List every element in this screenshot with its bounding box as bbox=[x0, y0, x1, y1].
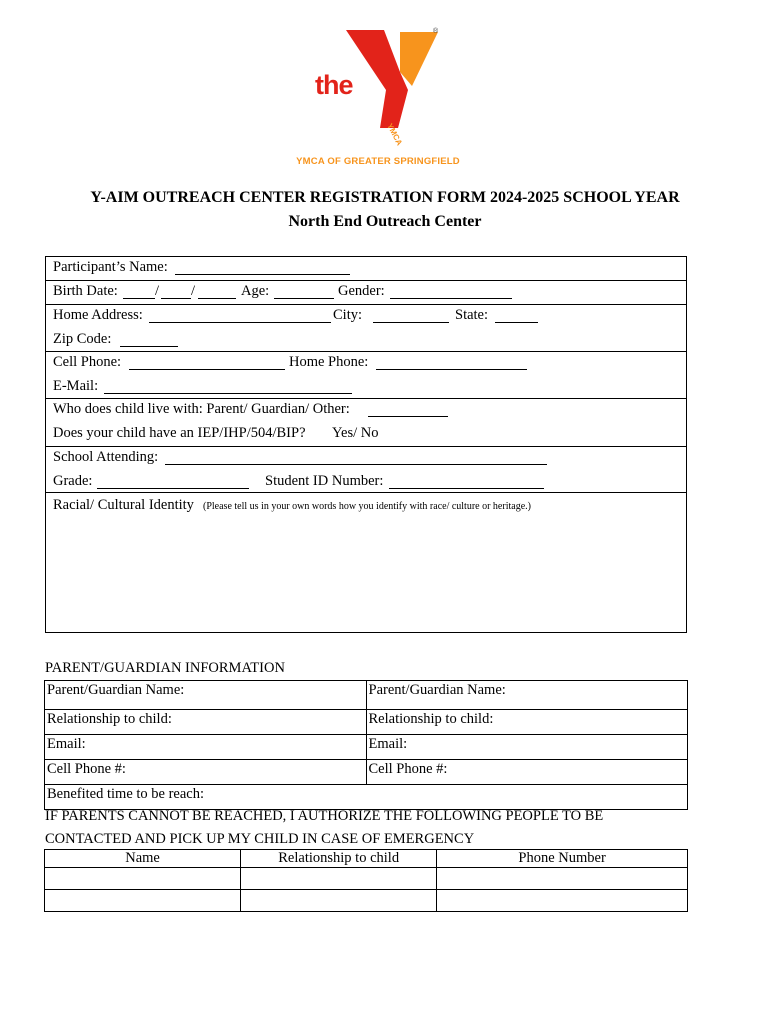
age-label: Age: bbox=[241, 283, 270, 299]
table-row bbox=[45, 868, 688, 890]
participant-name-label: Participant’s Name: bbox=[53, 259, 168, 275]
zip-code-label: Zip Code: bbox=[53, 331, 112, 347]
racial-identity-label: Racial/ Cultural Identity bbox=[53, 497, 194, 513]
guardian1-name-cell[interactable]: Parent/Guardian Name: bbox=[45, 681, 367, 710]
identity-row bbox=[45, 495, 687, 519]
guardian1-email-cell[interactable]: Email: bbox=[45, 735, 367, 760]
logo-ymca-vertical: YMCA bbox=[385, 122, 405, 148]
header-name: Name bbox=[45, 850, 241, 868]
form-subtitle: North End Outreach Center bbox=[288, 213, 482, 230]
table-header-row bbox=[45, 850, 688, 868]
birth-date-label: Birth Date: bbox=[53, 283, 118, 299]
table-row bbox=[45, 710, 688, 735]
contact2-name-cell[interactable] bbox=[45, 890, 241, 912]
birth-day-field[interactable] bbox=[161, 286, 191, 299]
guardian-table bbox=[44, 680, 688, 810]
gender-field[interactable] bbox=[390, 286, 512, 299]
email-row bbox=[45, 376, 687, 399]
registered-mark: ® bbox=[433, 28, 439, 35]
lives-with-row bbox=[45, 399, 687, 423]
zip-row bbox=[45, 329, 687, 352]
state-label: State: bbox=[455, 307, 489, 323]
birth-slash-1: / bbox=[155, 283, 160, 299]
grade-label: Grade: bbox=[53, 473, 93, 489]
zip-code-field[interactable] bbox=[120, 334, 178, 347]
birth-month-field[interactable] bbox=[123, 286, 155, 299]
header-phone-number: Phone Number bbox=[437, 850, 688, 868]
lives-with-field[interactable] bbox=[368, 404, 448, 417]
table-row bbox=[45, 735, 688, 760]
guardian1-relationship-cell[interactable]: Relationship to child: bbox=[45, 710, 367, 735]
cell-phone-field[interactable] bbox=[129, 357, 285, 370]
gender-label: Gender: bbox=[338, 283, 385, 299]
school-attending-field[interactable] bbox=[165, 452, 547, 465]
table-row bbox=[45, 785, 688, 810]
racial-identity-field[interactable] bbox=[47, 518, 685, 631]
emergency-instruction-line2: CONTACTED AND PICK UP MY CHILD IN CASE OF EMERGENCY bbox=[45, 831, 475, 847]
contact2-phone-cell[interactable] bbox=[437, 890, 688, 912]
participant-name-row bbox=[45, 257, 687, 281]
guardian2-name-cell[interactable]: Parent/Guardian Name: bbox=[366, 681, 688, 710]
table-row bbox=[45, 890, 688, 912]
header-relationship: Relationship to child bbox=[241, 850, 437, 868]
guardian-section-title: PARENT/GUARDIAN INFORMATION bbox=[45, 660, 285, 676]
home-phone-label: Home Phone: bbox=[289, 354, 369, 370]
contact2-relationship-cell[interactable] bbox=[241, 890, 437, 912]
benefited-time-cell[interactable]: Benefited time to be reach: bbox=[45, 785, 688, 810]
racial-identity-note: (Please tell us in your own words how you identify with race/ culture or heritage.) bbox=[203, 501, 531, 512]
guardian2-relationship-cell[interactable]: Relationship to child: bbox=[366, 710, 688, 735]
cell-phone-label: Cell Phone: bbox=[53, 354, 122, 370]
contact1-phone-cell[interactable] bbox=[437, 868, 688, 890]
grade-row bbox=[45, 471, 687, 493]
school-row bbox=[45, 447, 687, 471]
participant-name-field[interactable] bbox=[175, 262, 350, 275]
iep-options[interactable]: Yes/ No bbox=[332, 425, 379, 441]
student-id-field[interactable] bbox=[389, 476, 544, 489]
logo-the-text: the bbox=[315, 70, 353, 100]
home-address-field[interactable] bbox=[149, 310, 331, 323]
state-field[interactable] bbox=[495, 310, 538, 323]
grade-field[interactable] bbox=[97, 476, 249, 489]
form-title: Y-AIM OUTREACH CENTER REGISTRATION FORM 2024-2025 SCHOOL YEAR bbox=[90, 189, 680, 206]
guardian2-cell-phone-cell[interactable]: Cell Phone #: bbox=[366, 760, 688, 785]
contact1-relationship-cell[interactable] bbox=[241, 868, 437, 890]
iep-label: Does your child have an IEP/IHP/504/BIP? bbox=[53, 425, 306, 441]
city-field[interactable] bbox=[373, 310, 449, 323]
birth-slash-2: / bbox=[191, 283, 196, 299]
logo-caption: YMCA OF GREATER SPRINGFIELD bbox=[296, 156, 460, 167]
emergency-instruction-line1: IF PARENTS CANNOT BE REACHED, I AUTHORIZE THE FOLLOWING PEOPLE TO BE bbox=[45, 808, 604, 824]
email-label: E-Mail: bbox=[53, 378, 99, 394]
guardian1-cell-phone-cell[interactable]: Cell Phone #: bbox=[45, 760, 367, 785]
student-id-label: Student ID Number: bbox=[265, 473, 384, 489]
home-phone-field[interactable] bbox=[376, 357, 527, 370]
iep-row bbox=[45, 423, 687, 447]
birth-year-field[interactable] bbox=[198, 286, 236, 299]
lives-with-label: Who does child live with: Parent/ Guardian/ Other: bbox=[53, 401, 350, 417]
emergency-contacts-table bbox=[44, 849, 688, 912]
home-address-label: Home Address: bbox=[53, 307, 143, 323]
city-label: City: bbox=[333, 307, 363, 323]
ymca-logo bbox=[300, 20, 500, 175]
birth-row bbox=[45, 281, 687, 305]
age-field[interactable] bbox=[274, 286, 334, 299]
school-attending-label: School Attending: bbox=[53, 449, 159, 465]
email-field[interactable] bbox=[104, 381, 352, 394]
phone-row bbox=[45, 352, 687, 376]
contact1-name-cell[interactable] bbox=[45, 868, 241, 890]
guardian2-email-cell[interactable]: Email: bbox=[366, 735, 688, 760]
table-row bbox=[45, 681, 688, 710]
address-row bbox=[45, 305, 687, 329]
table-row bbox=[45, 760, 688, 785]
